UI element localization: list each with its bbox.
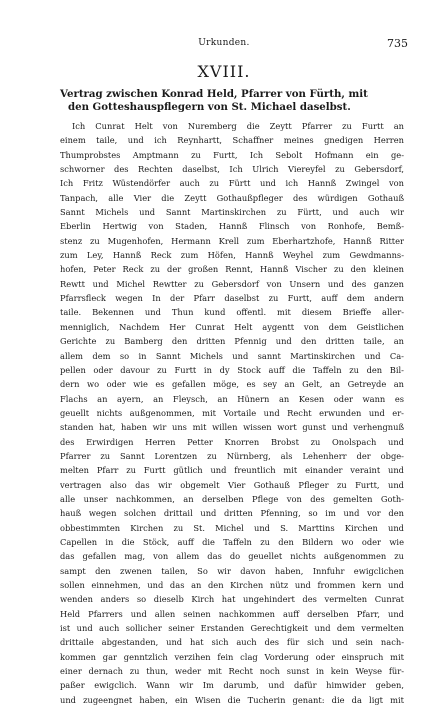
body-line: Ich Cunrat Helt von Nuremberg die Zeytt Pfarrer zu Furtt an: [72, 121, 404, 131]
body-line: wenden anders so dieselb Kirch hat ungehindert des vermelten Cunrat: [60, 594, 404, 605]
title-line: Vertrag zwischen Konrad Held, Pfarrer von Fürth, mit: [60, 88, 368, 100]
body-line: und zugeengnet haben, ein Wisen die Tucherin genant: die da ligt mit: [60, 694, 404, 705]
body-line: Ich Fritz Wüstendörfer auch zu Fürtt und ich Hannß Zwingel von: [60, 178, 404, 189]
body-line: dern wo oder wie es gefallen möge, es sey an Gelt, an Getreyde an: [60, 379, 404, 390]
section-number: XVIII.: [197, 62, 251, 81]
body-line: sampt den zwenen tailen, So wir davon haben, Innfuhr ewigclichen: [60, 565, 404, 576]
body-line: Pfarrsfleck wegen In der Pfarr daselbst zu Furtt, auff dem andern: [60, 293, 404, 304]
body-line: Held Pfarrers und allen seinen nachkommen auff derselben Pfarr, und: [60, 608, 404, 619]
body-line: melten Pfarr zu Furtt gütlich und freuntlich mit einander veraint und: [60, 465, 404, 476]
body-line: Thumprobstes Amptmann zu Furtt, Ich Sebolt Hofmann ein ge-: [60, 149, 404, 160]
body-line: alle unser nachkommen, an derselben Pflege von des gemelten Goth-: [60, 493, 404, 504]
body-line: Pfarrer zu Sannt Lorentzen zu Nürnberg, als Lehenherr der obge-: [60, 450, 404, 461]
body-line: paßer ewigclich. Wann wir Im darumb, und dafür himwider geben,: [60, 680, 404, 691]
body-line: Rewtt und Michel Rewtter zu Gebersdorf von Unsern und des ganzen: [60, 278, 404, 289]
document-body: [60, 119, 404, 707]
body-line: menniglich, Nachdem Her Cunrat Helt aygentt von dem Geistlichen: [60, 321, 404, 332]
body-line: zum Ley, Hannß Reck zum Höfen, Hannß Weyhel zum Gewdmanns-: [60, 250, 404, 261]
body-line: Gerichte zu Bamberg den dritten Pfennig und den dritten taile, an: [60, 336, 404, 347]
running-title: Urkunden.: [198, 38, 250, 48]
document-title: [60, 88, 404, 113]
body-line: drittaile abgestanden, und hat sich auch des für sich und sein nach-: [60, 637, 404, 648]
body-line: vertragen also das wir obgemelt Vier Gothauß Pfleger zu Furtt, und: [60, 479, 404, 490]
body-line: pellen oder davour zu Furtt in dy Stock auff die Taffeln zu den Bil-: [60, 364, 404, 375]
body-line: taile. Bekennen und Thun kund offentl. mit diesem Brieffe aller-: [60, 307, 404, 318]
body-line: einer dernach zu thun, weder mit Recht noch sunst in kein Weyse für-: [60, 666, 404, 677]
body-line: allem dem so in Sannt Michels und sannt Martinskirchen und Ca-: [60, 350, 404, 361]
body-line: Tanpach, alle Vier die Zeytt Gothaußpfleger des würdigen Gothauß: [60, 192, 404, 203]
body-line: geuellt nichts außgenommen, mit Vortaile und Recht erwunden und er-: [60, 407, 404, 418]
body-line: das gefallen mag, von allem das do geuellet nichts außgenommen zu: [60, 551, 404, 562]
body-line: stenz zu Mugenhofen, Hermann Krell zum Eberhartzhofe, Hannß Ritter: [60, 235, 404, 246]
body-line: hofen, Peter Reck zu der großen Rennt, Hannß Vischer zu den kleinen: [60, 264, 404, 275]
title-line: den Gotteshauspflegern von St. Michael daselbst.: [68, 100, 351, 113]
body-line: standen hat, haben wir uns mit willen wissen wort gunst und verhengnuß: [60, 422, 404, 433]
body-line: kommen gar genntzlich verzihen fein clag Vorderung oder einspruch mit: [60, 651, 404, 662]
page-header: [40, 38, 408, 52]
body-line: Eberlin Hertwig von Staden, Hannß Flinsch von Ronhofe, Bemß-: [60, 221, 404, 232]
body-line: hauß wegen solchen drittail und dritten Pfenning, so im und vor den: [60, 508, 404, 519]
body-line: obbestimmten Kirchen zu St. Michel und S. Marttins Kirchen und: [60, 522, 404, 533]
body-line: Capellen in die Stöck, auff die Taffeln zu den Bildern wo oder wie: [60, 536, 404, 547]
body-line: schworner des Rechten daselbst, Ich Ulrich Viereyfel zu Gebersdorf,: [60, 164, 404, 175]
body-line: Sannt Michels und Sannt Martinskirchen zu Fürtt, und auch wir: [60, 207, 404, 218]
body-line: ist und auch sollicher seiner Erstanden Gerechtigkeit und dem vermelten: [60, 623, 404, 634]
page-number: 735: [387, 37, 408, 50]
body-line: einem taile, und ich Reynhartt, Schaffner meines gnedigen Herren: [60, 135, 404, 146]
body-line: des Erwirdigen Herren Petter Knorren Brobst zu Onolspach und: [60, 436, 404, 447]
body-line: sollen einnehmen, und das an den Kirchen nütz und frommen kern und: [60, 580, 404, 590]
body-line: Flachs an ayern, an Fleysch, an Hünern an Kesen oder wann es: [60, 393, 404, 404]
